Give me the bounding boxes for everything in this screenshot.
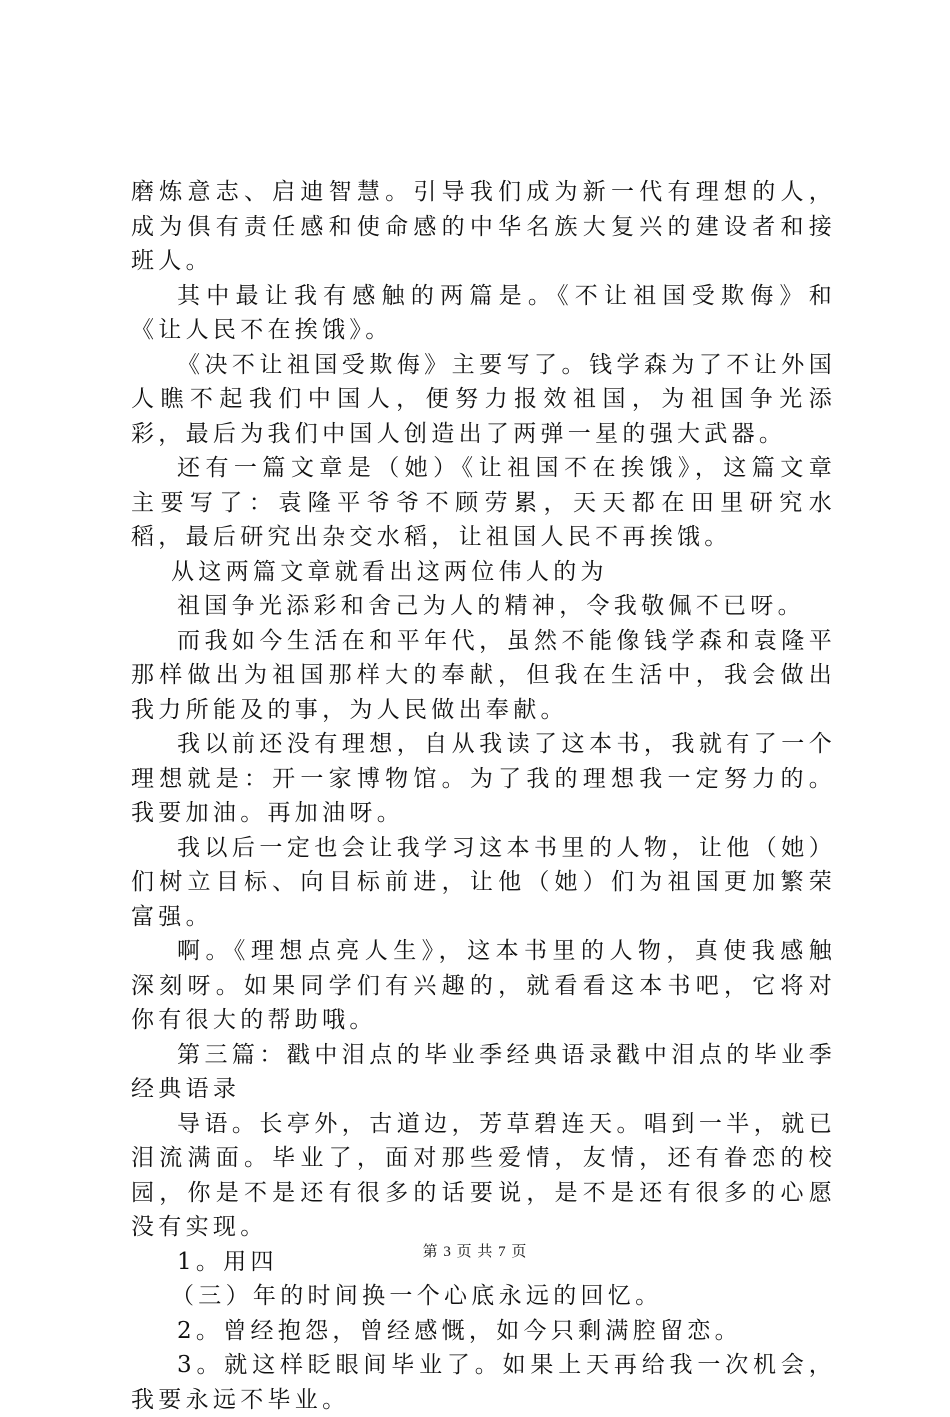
paragraph-13: 1。用四 <box>177 1248 278 1275</box>
paragraph-15: 2。曾经抱怨，曾经感慨，如今只剩满腔留恋。 <box>177 1317 742 1344</box>
paragraph-14: （三）年的时间换一个心底永远的回忆。 <box>171 1283 663 1309</box>
paragraph-10: 啊。《理想点亮人生》，这本书里的人物，真使我感触深刻呀。如果同学们有兴趣的，就看看这本书吧，它将对你有很大的帮助哦。 <box>131 938 836 1033</box>
paragraph-11: 第三篇：戳中泪点的毕业季经典语录戳中泪点的毕业季经典语录 <box>131 1041 836 1102</box>
paragraph-2: 其中最让我有感触的两篇是。《不让祖国受欺侮》和《让人民不在挨饿》。 <box>131 282 836 343</box>
paragraph-16: 3。就这样眨眼间毕业了。如果上天再给我一次机会，我要永远不毕业。 <box>131 1352 836 1413</box>
paragraph-6: 祖国争光添彩和舍己为人的精神，令我敬佩不已呀。 <box>177 593 805 619</box>
document-body <box>131 175 836 1417</box>
paragraph-5: 从这两篇文章就看出这两位伟人的为 <box>171 558 608 585</box>
paragraph-1: 磨炼意志、启迪智慧。引导我们成为新一代有理想的人，成为俱有责任感和使命感的中华名族大复兴的建设者和接班人。 <box>131 179 836 274</box>
paragraph-7: 而我如今生活在和平年代，虽然不能像钱学森和袁隆平那样做出为祖国那样大的奉献，但我在生活中，我会做出我力所能及的事，为人民做出奉献。 <box>131 627 836 723</box>
paragraph-8: 我以前还没有理想，自从我读了这本书，我就有了一个理想就是：开一家博物馆。为了我的理想我一定努力的。我要加油。再加油呀。 <box>131 731 836 826</box>
paragraph-9: 我以后一定也会让我学习这本书里的人物，让他（她）们树立目标、向目标前进，让他（她）们为祖国更加繁荣富强。 <box>131 834 836 930</box>
paragraph-4: 还有一篇文章是（她）《让祖国不在挨饿》，这篇文章主要写了：袁隆平爷爷不顾劳累，天天都在田里研究水稻，最后研究出杂交水稻，让祖国人民不再挨饿。 <box>131 455 836 550</box>
paragraph-3: 《决不让祖国受欺侮》主要写了。钱学森为了不让外国人瞧不起我们中国人，便努力报效祖国，为祖国争光添彩，最后为我们中国人创造出了两弹一星的强大武器。 <box>131 351 836 447</box>
paragraph-12: 导语。长亭外，古道边，芳草碧连天。唱到一半，就已泪流满面。毕业了，面对那些爱情，友情，还有眷恋的校园，你是不是还有很多的话要说，是不是还有很多的心愿没有实现。 <box>131 1110 836 1240</box>
page-footer: 第 3 页 共 7 页 <box>422 1244 528 1260</box>
